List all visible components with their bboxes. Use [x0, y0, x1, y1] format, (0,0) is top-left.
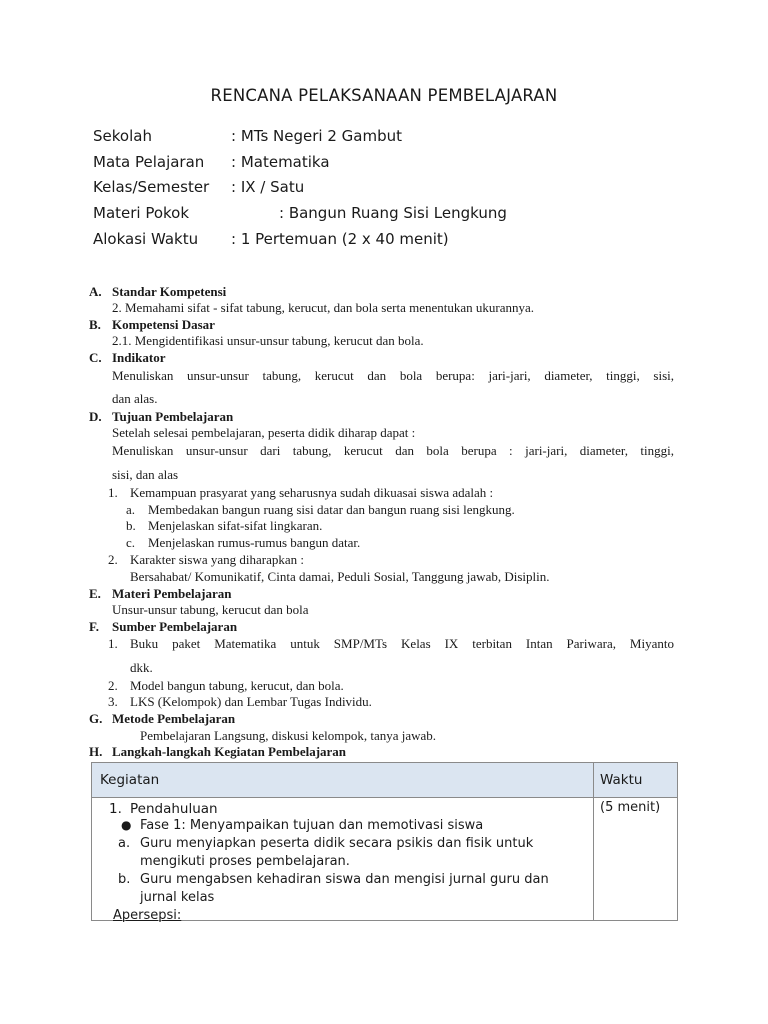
- step-a-line2: mengikuti proses pembelajaran.: [140, 854, 350, 869]
- activities-table: [91, 762, 678, 921]
- section-b-title: Kompetensi Dasar: [112, 317, 215, 332]
- section-d-letter: D.: [89, 409, 102, 424]
- section-e-text: Unsur-unsur tabung, kerucut dan bola: [112, 602, 309, 617]
- section-f-letter: F.: [89, 619, 99, 634]
- section-c-letter: C.: [89, 350, 102, 365]
- identity-label: Mata Pelajaran: [93, 153, 205, 171]
- section-e-title: Materi Pembelajaran: [112, 586, 232, 601]
- identity-value: : Matematika: [231, 153, 330, 171]
- activity-cell: [92, 798, 594, 921]
- list-number: 1.: [108, 636, 118, 651]
- section-d-item2: Karakter siswa yang diharapkan :: [130, 552, 304, 567]
- section-f-title: Sumber Pembelajaran: [112, 619, 238, 634]
- page-title: RENCANA PELAKSANAAN PEMBELAJARAN: [210, 86, 558, 105]
- list-letter: a.: [126, 502, 136, 517]
- section-d-intro: Setelah selesai pembelajaran, peserta didik diharap dapat :: [112, 425, 416, 440]
- header-waktu: Waktu: [594, 763, 678, 798]
- section-d-sub-b: Menjelaskan sifat-sifat lingkaran.: [148, 518, 323, 533]
- phase-number: 1.: [109, 801, 122, 817]
- header-kegiatan: Kegiatan: [92, 763, 594, 798]
- section-f-item1-cont: dkk.: [130, 660, 153, 675]
- identity-value: : IX / Satu: [231, 178, 305, 196]
- step-b-line1: Guru mengabsen kehadiran siswa dan mengisi jurnal guru dan: [140, 872, 549, 887]
- section-d-line1: Menuliskan unsur-unsur dari tabung, kerucut dan bola berupa : jari-jari, diameter, tinggi,: [112, 443, 674, 458]
- step-letter: b.: [118, 872, 131, 887]
- section-c-line1: Menuliskan unsur-unsur tabung, kerucut dan bola berupa: jari-jari, diameter, tinggi, sisi,: [112, 368, 674, 383]
- section-f-item1: Buku paket Matematika untuk SMP/MTs Kelas IX terbitan Intan Pariwara, Miyanto: [130, 636, 674, 651]
- step-a-line1: Guru menyiapkan peserta didik secara psikis dan fisik untuk: [140, 836, 534, 851]
- list-number: 2.: [108, 552, 118, 567]
- section-d-sub-c: Menjelaskan rumus-rumus bangun datar.: [148, 535, 361, 550]
- identity-value: : Bangun Ruang Sisi Lengkung: [279, 204, 507, 222]
- section-f-item3: LKS (Kelompok) dan Lembar Tugas Individu.: [130, 694, 372, 709]
- section-a-letter: A.: [89, 284, 102, 299]
- section-c-line2: dan alas.: [112, 391, 158, 406]
- section-d-line2: sisi, dan alas: [112, 467, 179, 482]
- identity-value: : 1 Pertemuan (2 x 40 menit): [231, 230, 449, 248]
- list-number: 1.: [108, 485, 118, 500]
- phase-title: Pendahuluan: [130, 801, 218, 817]
- phase-bullet-text: Fase 1: Menyampaikan tujuan dan memotivasi siswa: [140, 818, 484, 833]
- identity-row-sekolah: [93, 127, 402, 145]
- list-number: 3.: [108, 694, 118, 709]
- section-b-text: 2.1. Mengidentifikasi unsur-unsur tabung, kerucut dan bola.: [112, 333, 424, 348]
- list-letter: c.: [126, 535, 136, 550]
- section-f-item2: Model bangun tabung, kerucut, dan bola.: [130, 678, 344, 693]
- identity-label: Alokasi Waktu: [93, 230, 199, 248]
- bullet-icon: ●: [121, 818, 132, 832]
- identity-label: Kelas/Semester: [93, 178, 210, 196]
- section-d-karakter: Bersahabat/ Komunikatif, Cinta damai, Peduli Sosial, Tanggung jawab, Disiplin.: [130, 569, 550, 584]
- identity-row-alokasi: [93, 230, 449, 248]
- step-letter: a.: [118, 836, 131, 851]
- apersepsi-label: Apersepsi:: [113, 908, 182, 923]
- section-h-letter: H.: [89, 744, 103, 759]
- identity-label: Sekolah: [93, 127, 152, 145]
- time-cell: (5 menit): [594, 798, 678, 921]
- section-d-item1: Kemampuan prasyarat yang seharusnya sudah dikuasai siswa adalah :: [130, 485, 494, 500]
- step-b-line2: jurnal kelas: [140, 890, 215, 905]
- section-g-letter: G.: [89, 711, 103, 726]
- section-a-title: Standar Kompetensi: [112, 284, 227, 299]
- section-b-letter: B.: [89, 317, 101, 332]
- identity-row-materi: [93, 204, 507, 222]
- identity-row-mapel: [93, 153, 330, 171]
- identity-label: Materi Pokok: [93, 204, 190, 222]
- list-letter: b.: [126, 518, 136, 533]
- section-d-sub-a: Membedakan bangun ruang sisi datar dan bangun ruang sisi lengkung.: [148, 502, 515, 517]
- section-e-letter: E.: [89, 586, 101, 601]
- section-a-text: 2. Memahami sifat - sifat tabung, kerucut, dan bola serta menentukan ukurannya.: [112, 300, 535, 315]
- section-c-title: Indikator: [112, 350, 166, 365]
- section-d-title: Tujuan Pembelajaran: [112, 409, 234, 424]
- identity-value: : MTs Negeri 2 Gambut: [231, 127, 402, 145]
- identity-row-kelas: [93, 178, 304, 196]
- section-g-title: Metode Pembelajaran: [112, 711, 236, 726]
- section-h-title: Langkah-langkah Kegiatan Pembelajaran: [112, 744, 347, 759]
- section-g-text: Pembelajaran Langsung, diskusi kelompok, tanya jawab.: [140, 728, 437, 743]
- table-header-row: [92, 763, 678, 798]
- table-row: [92, 798, 678, 921]
- list-number: 2.: [108, 678, 118, 693]
